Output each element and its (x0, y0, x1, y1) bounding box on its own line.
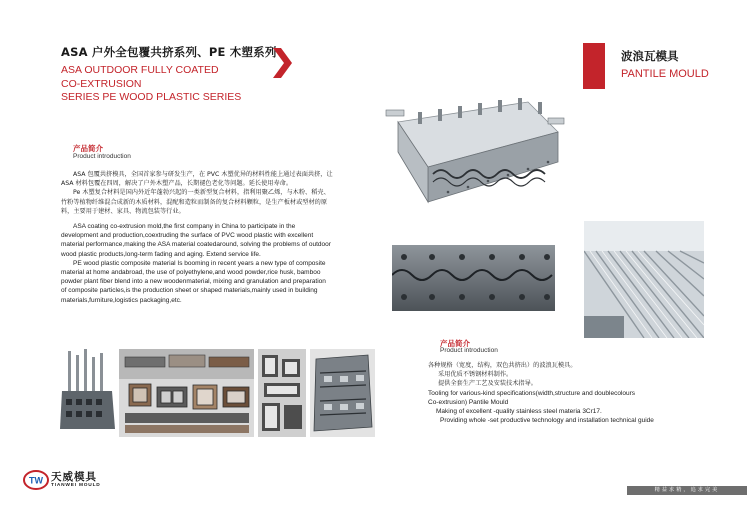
spec-line: 各种规格（宽度，结构，双色共挤出）的波浪瓦模具。 (428, 362, 577, 369)
left-section-heading-cn: 产品简介 (73, 144, 103, 153)
chevron-right-icon (271, 48, 293, 78)
spec-line: 提供全套生产工艺及安装技术指导。 (438, 379, 537, 387)
spec-line: 采用优质不锈钢材料制作。 (438, 370, 513, 378)
spec-line: Co-extrusion) Pantile Mould (428, 398, 509, 406)
paragraph-cn: ASA 包覆共挤模具，全国首家参与研发生产，在 PVC 木塑优异的材料性能上通过表面共挤，让 ASA 材料包覆在四周，解决了户外木塑产品，长期褪色老化等问题。延长使用寿命。 (61, 171, 333, 188)
spec-line: Tooling for various-kind specifications(width,structure and doublecolours (428, 389, 636, 397)
slogan-bar: 精益求精，追求完美 (627, 486, 747, 495)
paragraph-cn: Pe 木塑复合材料是国内外近年蓬勃兴起的一类新型复合材料，指利用聚乙烯，与木粉、稻壳、竹粉等植物纤维混合成新的木质材料，混配和造粒而制备的复合材料颗粒，是生产板材或型材的原料，主要用于建材、家具、物流包装等行业。 (61, 189, 330, 215)
left-title-en-line: ASA OUTDOOR FULLY COATED (61, 64, 219, 76)
right-section-heading-cn: 产品简介 (440, 339, 470, 348)
paragraph-en: ASA coating co-extrusion mold,the first company in China to participate in the development and production,coextruding the surface of PVC wood plastic with excellent material performance,making the ASA material coatedaround, solving the problems of outdoor wood plastic products,long-term fading and aging. Extend service life. (61, 223, 331, 258)
left-body-en (61, 222, 333, 305)
accent-block (583, 43, 605, 89)
left-page-title-cn: ASA 户外全包覆共挤系列、PE 木塑系列 (61, 45, 277, 59)
svg-text:TW: TW (29, 475, 43, 486)
brand-name-cn: 天威模具 (51, 471, 97, 483)
left-section-heading-en: Product introduction (73, 153, 131, 160)
left-page-title-en (61, 64, 281, 105)
profile-sections-photo (258, 349, 306, 437)
right-section-heading-en: Product introduction (440, 347, 498, 354)
pantile-die-photo (378, 92, 569, 222)
tw-logo-icon (23, 470, 49, 490)
die-plate-photo (392, 245, 555, 311)
left-title-en-line: CO-EXTRUSION (61, 77, 142, 90)
brand-name-en: TIANWEI MOULD (51, 483, 101, 488)
spec-line: Making of excellent -quality stainless steel materia 3Cr17. (436, 408, 602, 416)
pantile-sheet-photo (584, 221, 704, 338)
spec-line: Providing whole -set productive technology and installation technical guide (440, 417, 654, 425)
left-body-cn (61, 170, 333, 216)
wpc-profiles-photo (119, 349, 254, 437)
right-body (428, 362, 708, 426)
left-title-en-line: SERIES PE WOOD PLASTIC SERIES (61, 91, 242, 103)
co-extrusion-mould-photo (310, 349, 375, 437)
paragraph-en: PE wood plastic composite material Is booming in recent years a new type of composite material at home andabroad, the use of polyethylene,and wood powder,rice husk, bamboo powder plant fiber blend into a new woodenmaterial, mixing and granulation and preparation of composite particles,is the production sheet or shaped materials,mainly used in building materials,furniture,logistics packaging,etc. (61, 259, 326, 304)
right-page-title-cn: 波浪瓦模具 (621, 49, 679, 63)
pins-mould-photo (60, 349, 115, 437)
right-page-title-en: PANTILE MOULD (621, 68, 709, 80)
